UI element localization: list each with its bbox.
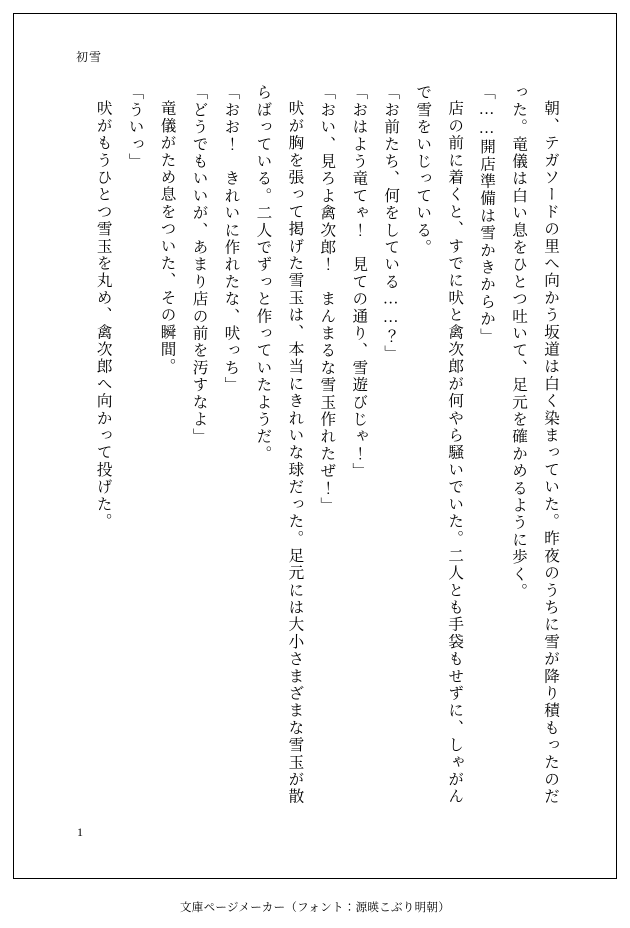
body-text-vertical: [66, 84, 566, 814]
running-title: 初雪: [76, 50, 103, 64]
paragraph: 「おお！ きれいに作れたな、吠っち」: [222, 84, 240, 394]
page-sheet: [13, 13, 617, 879]
paragraph: 「おい、見ろよ禽次郎！ まんまるな雪玉作れたぜ！」: [318, 84, 336, 514]
paragraph: 店の前に着くと、すでに吠と禽次郎が何やら騒いでいた。二人とも手袋もせずに、しゃがんで雪をいじっている。: [414, 84, 464, 805]
paragraph: 朝、テガソードの里へ向かう坂道は白く染まっていた。昨夜のうちに雪が降り積もったのだった。竜儀は白い息をひとつ吐いて、足元を確かめるように歩く。: [510, 84, 559, 805]
paragraph: 「……開店準備は雪かきからか」: [478, 84, 496, 345]
paragraph: 吠がもうひとつ雪玉を丸め、禽次郎へ向かって投げた。: [94, 99, 112, 530]
paragraph: 「どうでもいいが、あまり店の前を汚すなよ」: [190, 84, 208, 446]
page-number: 1: [77, 825, 83, 839]
paragraph: 「ういっ」: [126, 84, 144, 170]
paragraph: 「お前たち、何をしている……？」: [382, 84, 400, 362]
paragraph: 竜儀がため息をついた、その瞬間。: [158, 99, 176, 375]
footer-caption: 文庫ページメーカー（フォント：源暎こぶり明朝）: [179, 902, 451, 914]
paragraph: 吠が胸を張って掲げた雪玉は、本当にきれいな球だった。足元には大小さまざまな雪玉が散らばっている。二人でずっと作っていたようだ。: [254, 84, 304, 805]
paragraph: 「おはよう竜てゃ！ 見ての通り、雪遊びじゃ！」: [350, 84, 368, 480]
